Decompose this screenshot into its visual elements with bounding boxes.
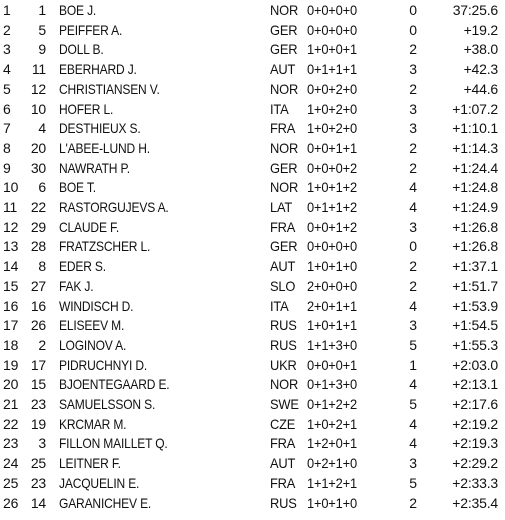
rank-cell: 18 [3,336,19,353]
nation-cell: LAT [270,199,293,215]
table-row [0,139,505,159]
time-cell: +1:26.8 [452,238,498,255]
table-row [0,21,505,41]
athlete-name-cell: FRATZSCHER L. [59,238,151,255]
bib-cell: 2 [38,336,46,353]
rank-cell: 24 [3,455,19,472]
nation-cell: GER [270,21,298,38]
shooting-cell: 1+0+0+1 [307,41,357,58]
shooting-cell: 0+1+3+0 [307,376,357,393]
athlete-name-cell: L'ABEE-LUND H. [59,139,150,156]
penalties-cell: 3 [409,100,417,117]
penalties-cell: 4 [409,297,417,314]
rank-cell: 11 [3,199,18,215]
penalties-cell: 0 [409,2,417,18]
athlete-name-cell: RASTORGUJEVS A. [59,199,169,215]
athlete-name-cell: FAK J. [59,277,94,294]
shooting-cell: 1+1+2+1 [307,474,357,491]
table-row [0,159,505,179]
nation-cell: SLO [270,277,296,294]
time-cell: +1:55.3 [452,336,498,353]
athlete-name-cell: KRCMAR M. [59,415,127,432]
nation-cell: GER [270,41,298,58]
time-cell: +1:24.4 [452,159,498,176]
time-cell: +2:29.2 [452,455,498,472]
bib-cell: 23 [30,474,46,491]
shooting-cell: 1+0+2+1 [307,415,357,432]
shooting-cell: 0+0+0+0 [307,2,357,18]
penalties-cell: 2 [409,41,417,58]
athlete-name-cell: DOLL B. [59,41,104,58]
penalties-cell: 5 [409,474,417,491]
penalties-cell: 4 [409,435,417,452]
bib-cell: 11 [31,61,46,78]
bib-cell: 6 [38,179,46,196]
athlete-name-cell: CHRISTIANSEN V. [59,80,160,97]
rank-cell: 13 [3,238,19,255]
time-cell: +1:24.9 [452,199,498,215]
bib-cell: 3 [38,435,46,452]
table-row [0,80,505,100]
nation-cell: GER [270,159,298,176]
time-cell: +42.3 [463,61,498,78]
shooting-cell: 0+0+0+1 [307,356,357,373]
table-row [0,356,505,376]
penalties-cell: 0 [409,238,417,255]
nation-cell: FRA [270,474,296,491]
shooting-cell: 1+0+2+0 [307,100,357,117]
table-row [0,415,505,435]
nation-cell: NOR [270,2,299,18]
nation-cell: CZE [270,415,296,432]
table-row [0,60,505,80]
rank-cell: 5 [3,80,11,97]
athlete-name-cell: PEIFFER A. [59,21,123,38]
time-cell: +1:26.8 [452,218,498,235]
time-cell: +1:07.2 [452,100,498,117]
athlete-name-cell: NAWRATH P. [59,159,130,176]
time-cell: +1:37.1 [452,258,498,275]
shooting-cell: 0+0+0+2 [307,159,357,176]
athlete-name-cell: BOE T. [59,179,96,196]
athlete-name-cell: EDER S. [59,258,106,275]
time-cell: +1:14.3 [452,139,498,156]
bib-cell: 30 [30,159,46,176]
rank-cell: 26 [3,494,19,511]
bib-cell: 5 [38,21,46,38]
nation-cell: UKR [270,356,297,373]
table-row [0,119,505,139]
rank-cell: 21 [3,396,19,412]
shooting-cell: 1+0+2+0 [307,120,357,137]
nation-cell: ITA [270,100,289,117]
time-cell: +1:24.8 [452,179,498,196]
penalties-cell: 4 [409,415,417,432]
bib-cell: 14 [30,494,46,511]
nation-cell: NOR [270,80,299,97]
bib-cell: 8 [38,258,46,275]
penalties-cell: 1 [409,356,417,373]
penalties-cell: 3 [409,317,417,334]
table-row [0,375,505,395]
rank-cell: 15 [3,277,19,294]
bib-cell: 26 [30,317,46,334]
bib-cell: 23 [30,396,46,412]
rank-cell: 1 [3,2,11,18]
bib-cell: 15 [30,376,46,393]
bib-cell: 20 [30,139,46,156]
time-cell: +2:03.0 [452,356,498,373]
athlete-name-cell: JACQUELIN E. [59,474,140,491]
bib-cell: 10 [30,100,46,117]
athlete-name-cell: DESTHIEUX S. [59,120,141,137]
shooting-cell: 1+2+0+1 [307,435,357,452]
time-cell: +38.0 [463,41,498,58]
table-row [0,237,505,257]
rank-cell: 10 [3,179,19,196]
time-cell: +1:51.7 [452,277,498,294]
nation-cell: GER [270,238,298,255]
athlete-name-cell: LEITNER F. [59,455,121,472]
shooting-cell: 0+1+2+2 [307,396,357,412]
time-cell: +1:10.1 [452,120,498,137]
rank-cell: 20 [3,376,19,393]
table-row [0,395,505,415]
bib-cell: 4 [38,120,46,137]
penalties-cell: 4 [409,376,417,393]
rank-cell: 16 [3,297,19,314]
rank-cell: 4 [3,61,11,78]
athlete-name-cell: SAMUELSSON S. [59,396,156,412]
penalties-cell: 2 [409,159,417,176]
penalties-cell: 4 [409,179,417,196]
shooting-cell: 0+1+1+1 [307,61,357,78]
rank-cell: 9 [3,159,11,176]
penalties-cell: 3 [409,455,417,472]
time-cell: +19.2 [463,21,498,38]
shooting-cell: 2+0+1+1 [307,297,357,314]
table-row [0,100,505,120]
shooting-cell: 0+1+1+2 [307,199,357,215]
bib-cell: 22 [30,199,46,215]
athlete-name-cell: HOFER L. [59,100,114,117]
table-row [0,454,505,474]
time-cell: +2:35.4 [452,494,498,511]
nation-cell: AUT [270,61,296,78]
table-row [0,297,505,317]
bib-cell: 27 [30,277,46,294]
rank-cell: 17 [3,317,19,334]
shooting-cell: 1+0+1+1 [307,317,357,334]
shooting-cell: 0+0+2+0 [307,80,357,97]
nation-cell: NOR [270,179,299,196]
athlete-name-cell: GARANICHEV E. [59,494,152,511]
time-cell: +2:33.3 [452,474,498,491]
penalties-cell: 2 [409,139,417,156]
table-row [0,336,505,356]
shooting-cell: 2+0+0+0 [307,277,357,294]
table-row [0,218,505,238]
shooting-cell: 0+0+1+1 [307,139,357,156]
table-row [0,474,505,494]
bib-cell: 29 [30,218,46,235]
penalties-cell: 0 [409,21,417,38]
penalties-cell: 3 [409,218,417,235]
athlete-name-cell: CLAUDE F. [59,218,120,235]
table-row [0,277,505,297]
penalties-cell: 2 [409,80,417,97]
bib-cell: 1 [38,2,46,18]
time-cell: +44.6 [463,80,498,97]
bib-cell: 19 [30,415,46,432]
shooting-cell: 1+0+1+0 [307,494,357,511]
athlete-name-cell: WINDISCH D. [59,297,134,314]
bib-cell: 28 [30,238,46,255]
table-row [0,40,505,60]
nation-cell: RUS [270,317,297,334]
shooting-cell: 1+1+3+0 [307,336,357,353]
penalties-cell: 4 [409,199,417,215]
table-row [0,494,505,514]
athlete-name-cell: BJOENTEGAARD E. [59,376,170,393]
rank-cell: 3 [3,41,11,58]
nation-cell: ITA [270,297,289,314]
penalties-cell: 3 [409,120,417,137]
time-cell: +2:19.3 [452,435,498,452]
shooting-cell: 0+0+0+0 [307,21,357,38]
nation-cell: AUT [270,455,296,472]
athlete-name-cell: BOE J. [59,2,97,18]
penalties-cell: 2 [409,277,417,294]
rank-cell: 14 [3,258,19,275]
rank-cell: 8 [3,139,11,156]
penalties-cell: 2 [409,494,417,511]
rank-cell: 22 [3,415,19,432]
athlete-name-cell: PIDRUCHNYI D. [59,356,148,373]
bib-cell: 9 [38,41,46,58]
athlete-name-cell: FILLON MAILLET Q. [59,435,168,452]
rank-cell: 2 [3,21,11,38]
penalties-cell: 5 [409,396,417,412]
nation-cell: FRA [270,435,296,452]
nation-cell: NOR [270,376,299,393]
time-cell: 37:25.6 [452,2,498,18]
shooting-cell: 0+0+0+0 [307,238,357,255]
bib-cell: 25 [30,455,46,472]
shooting-cell: 0+2+1+0 [307,455,357,472]
table-row [0,198,505,218]
rank-cell: 7 [3,120,11,137]
rank-cell: 19 [3,356,19,373]
athlete-name-cell: ELISEEV M. [59,317,125,334]
time-cell: +2:17.6 [452,396,498,412]
bib-cell: 17 [30,356,46,373]
shooting-cell: 1+0+1+2 [307,179,357,196]
rank-cell: 23 [3,435,19,452]
penalties-cell: 5 [409,336,417,353]
nation-cell: RUS [270,336,297,353]
rank-cell: 12 [3,218,19,235]
table-row [0,178,505,198]
penalties-cell: 3 [409,61,417,78]
time-cell: +2:19.2 [452,415,498,432]
shooting-cell: 0+0+1+2 [307,218,357,235]
nation-cell: NOR [270,139,299,156]
table-row [0,434,505,454]
shooting-cell: 1+0+1+0 [307,258,357,275]
nation-cell: AUT [270,258,296,275]
table-row [0,316,505,336]
time-cell: +1:54.5 [452,317,498,334]
time-cell: +1:53.9 [452,297,498,314]
athlete-name-cell: EBERHARD J. [59,61,137,78]
rank-cell: 25 [3,474,19,491]
bib-cell: 12 [30,80,46,97]
time-cell: +2:13.1 [452,376,498,393]
table-row [0,257,505,277]
nation-cell: FRA [270,120,296,137]
bib-cell: 16 [30,297,46,314]
nation-cell: SWE [270,396,299,412]
nation-cell: FRA [270,218,296,235]
penalties-cell: 2 [409,258,417,275]
athlete-name-cell: LOGINOV A. [59,336,127,353]
rank-cell: 6 [3,100,11,117]
nation-cell: RUS [270,494,297,511]
table-row [0,1,505,21]
